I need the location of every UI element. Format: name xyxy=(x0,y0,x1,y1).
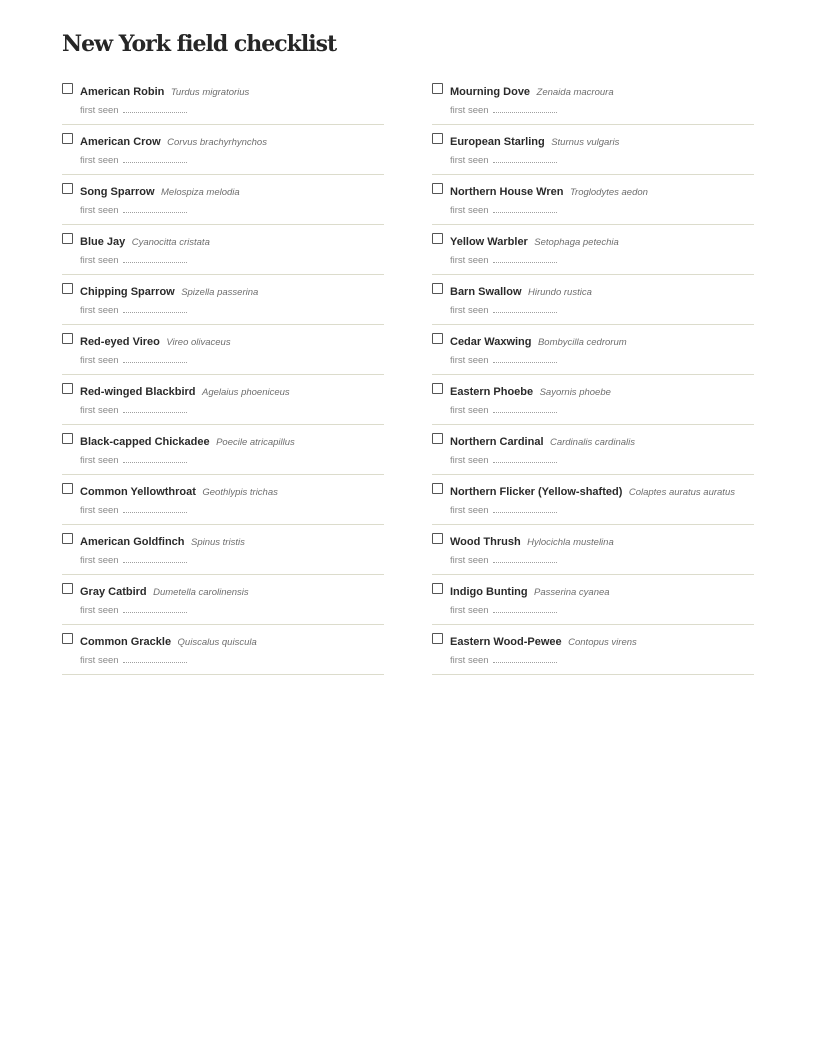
scientific-name: Geothlypis trichas xyxy=(202,487,278,498)
first-seen-blank[interactable] xyxy=(123,454,187,463)
scientific-name: Quiscalus quiscula xyxy=(177,637,257,648)
species-names xyxy=(80,232,210,250)
common-name: Red-winged Blackbird xyxy=(80,386,196,398)
common-name: Northern House Wren xyxy=(450,186,564,198)
first-seen-row xyxy=(80,554,187,566)
species-names xyxy=(450,182,648,200)
first-seen-label: first seen xyxy=(80,455,119,466)
common-name: Indigo Bunting xyxy=(450,586,528,598)
common-name: Cedar Waxwing xyxy=(450,336,532,348)
common-name: Yellow Warbler xyxy=(450,236,528,248)
species-names xyxy=(450,582,610,600)
species-checkbox[interactable] xyxy=(62,633,73,644)
checklist-item xyxy=(432,575,754,625)
scientific-name: Setophaga petechia xyxy=(534,237,619,248)
species-checkbox[interactable] xyxy=(62,483,73,494)
checklist-item xyxy=(62,225,384,275)
scientific-name: Bombycilla cedrorum xyxy=(537,337,627,348)
first-seen-row xyxy=(80,304,187,316)
checklist-item xyxy=(62,425,384,475)
species-names xyxy=(450,432,635,450)
first-seen-row xyxy=(80,254,187,266)
first-seen-row xyxy=(80,504,187,516)
first-seen-blank[interactable] xyxy=(123,204,187,213)
species-checkbox[interactable] xyxy=(432,233,443,244)
scientific-name: Spinus tristis xyxy=(190,537,245,548)
checklist-item xyxy=(62,375,384,425)
first-seen-blank[interactable] xyxy=(493,204,557,213)
common-name: American Robin xyxy=(80,86,165,98)
first-seen-label: first seen xyxy=(450,455,489,466)
checklist-item xyxy=(432,125,754,175)
species-names xyxy=(80,332,231,350)
checklist-item xyxy=(432,475,754,525)
species-checkbox[interactable] xyxy=(62,533,73,544)
first-seen-label: first seen xyxy=(80,205,119,216)
first-seen-label: first seen xyxy=(450,255,489,266)
species-names xyxy=(80,132,267,150)
species-names xyxy=(450,632,637,650)
first-seen-row xyxy=(450,504,557,516)
species-names xyxy=(450,382,611,400)
first-seen-label: first seen xyxy=(80,655,119,666)
first-seen-label: first seen xyxy=(80,305,119,316)
first-seen-row xyxy=(80,454,187,466)
first-seen-blank[interactable] xyxy=(123,254,187,263)
species-names xyxy=(80,182,240,200)
first-seen-blank[interactable] xyxy=(493,104,557,113)
checklist-item xyxy=(62,75,384,125)
first-seen-label: first seen xyxy=(80,505,119,516)
scientific-name: Colaptes auratus auratus xyxy=(628,487,735,498)
first-seen-label: first seen xyxy=(450,655,489,666)
checklist-item xyxy=(62,275,384,325)
species-names xyxy=(80,632,257,650)
species-names xyxy=(80,582,249,600)
first-seen-blank[interactable] xyxy=(493,154,557,163)
species-names xyxy=(80,432,295,450)
first-seen-row xyxy=(450,604,557,616)
checklist-item xyxy=(62,625,384,675)
first-seen-blank[interactable] xyxy=(493,304,557,313)
first-seen-label: first seen xyxy=(80,355,119,366)
species-checkbox[interactable] xyxy=(62,283,73,294)
checklist-column-left xyxy=(62,75,384,675)
common-name: Chipping Sparrow xyxy=(80,286,175,298)
species-names xyxy=(80,532,245,550)
species-checkbox[interactable] xyxy=(62,383,73,394)
checklist-item xyxy=(62,575,384,625)
scientific-name: Hylocichla mustelina xyxy=(527,537,614,548)
checklist-item xyxy=(432,325,754,375)
first-seen-row xyxy=(80,604,187,616)
species-checkbox[interactable] xyxy=(432,433,443,444)
species-checkbox[interactable] xyxy=(432,133,443,144)
species-names xyxy=(80,382,290,400)
species-names xyxy=(450,532,614,550)
first-seen-label: first seen xyxy=(450,605,489,616)
scientific-name: Hirundo rustica xyxy=(527,287,592,298)
scientific-name: Agelaius phoeniceus xyxy=(201,387,290,398)
first-seen-blank[interactable] xyxy=(123,654,187,663)
species-checkbox[interactable] xyxy=(432,283,443,294)
checklist-item xyxy=(432,375,754,425)
first-seen-blank[interactable] xyxy=(493,454,557,463)
first-seen-label: first seen xyxy=(80,105,119,116)
species-names xyxy=(80,282,258,300)
common-name: Black-capped Chickadee xyxy=(80,436,210,448)
first-seen-blank[interactable] xyxy=(493,354,557,363)
species-checkbox[interactable] xyxy=(432,183,443,194)
first-seen-row xyxy=(80,154,187,166)
first-seen-blank[interactable] xyxy=(493,404,557,413)
checklist-item xyxy=(432,275,754,325)
first-seen-row xyxy=(80,654,187,666)
first-seen-row xyxy=(450,354,557,366)
species-names xyxy=(450,282,592,300)
first-seen-row xyxy=(450,454,557,466)
checklist-item xyxy=(62,175,384,225)
scientific-name: Melospiza melodia xyxy=(161,187,240,198)
first-seen-blank[interactable] xyxy=(493,604,557,613)
scientific-name: Spizella passerina xyxy=(181,287,259,298)
first-seen-row xyxy=(450,154,557,166)
species-checkbox[interactable] xyxy=(62,133,73,144)
first-seen-label: first seen xyxy=(450,155,489,166)
first-seen-blank[interactable] xyxy=(123,154,187,163)
first-seen-blank[interactable] xyxy=(493,554,557,563)
species-checkbox[interactable] xyxy=(62,583,73,594)
checklist-item xyxy=(432,225,754,275)
first-seen-blank[interactable] xyxy=(123,504,187,513)
page-title: New York field checklist xyxy=(62,31,337,57)
first-seen-label: first seen xyxy=(450,105,489,116)
common-name: American Goldfinch xyxy=(80,536,185,548)
first-seen-label: first seen xyxy=(450,355,489,366)
common-name: Barn Swallow xyxy=(450,286,522,298)
scientific-name: Cardinalis cardinalis xyxy=(549,437,635,448)
species-names xyxy=(450,132,619,150)
species-checkbox[interactable] xyxy=(62,233,73,244)
common-name: European Starling xyxy=(450,136,545,148)
first-seen-row xyxy=(80,404,187,416)
first-seen-row xyxy=(450,404,557,416)
checklist-column-right xyxy=(432,75,754,675)
scientific-name: Turdus migratorius xyxy=(170,87,250,98)
species-names xyxy=(450,82,614,100)
common-name: Song Sparrow xyxy=(80,186,155,198)
common-name: Blue Jay xyxy=(80,236,126,248)
species-checkbox[interactable] xyxy=(432,483,443,494)
common-name: Gray Catbird xyxy=(80,586,147,598)
first-seen-row xyxy=(80,354,187,366)
checklist-item xyxy=(432,75,754,125)
first-seen-row xyxy=(450,104,557,116)
first-seen-label: first seen xyxy=(450,555,489,566)
checklist-item xyxy=(432,625,754,675)
common-name: Mourning Dove xyxy=(450,86,531,98)
first-seen-row xyxy=(450,654,557,666)
species-checkbox[interactable] xyxy=(432,383,443,394)
first-seen-label: first seen xyxy=(80,555,119,566)
scientific-name: Troglodytes aedon xyxy=(569,187,648,198)
first-seen-blank[interactable] xyxy=(123,554,187,563)
species-names xyxy=(450,332,627,350)
checklist-item xyxy=(62,125,384,175)
species-checkbox[interactable] xyxy=(432,633,443,644)
species-names xyxy=(80,482,278,500)
first-seen-label: first seen xyxy=(80,155,119,166)
checklist-item xyxy=(432,175,754,225)
first-seen-blank[interactable] xyxy=(493,504,557,513)
first-seen-label: first seen xyxy=(80,605,119,616)
first-seen-blank[interactable] xyxy=(123,604,187,613)
scientific-name: Corvus brachyrhynchos xyxy=(167,137,267,148)
checklist-item xyxy=(432,425,754,475)
common-name: Northern Flicker (Yellow-shafted) xyxy=(450,486,623,498)
checklist-item xyxy=(62,325,384,375)
first-seen-label: first seen xyxy=(450,505,489,516)
species-checkbox[interactable] xyxy=(62,433,73,444)
first-seen-label: first seen xyxy=(80,405,119,416)
first-seen-row xyxy=(450,554,557,566)
checklist-item xyxy=(432,525,754,575)
species-names xyxy=(450,482,735,500)
first-seen-row xyxy=(80,204,187,216)
first-seen-blank[interactable] xyxy=(123,354,187,363)
first-seen-label: first seen xyxy=(450,205,489,216)
scientific-name: Sturnus vulgaris xyxy=(551,137,620,148)
first-seen-blank[interactable] xyxy=(123,404,187,413)
species-checkbox[interactable] xyxy=(432,333,443,344)
first-seen-blank[interactable] xyxy=(493,254,557,263)
species-names xyxy=(80,82,249,100)
first-seen-label: first seen xyxy=(450,305,489,316)
scientific-name: Contopus virens xyxy=(568,637,637,648)
first-seen-label: first seen xyxy=(450,405,489,416)
scientific-name: Sayornis phoebe xyxy=(539,387,611,398)
scientific-name: Poecile atricapillus xyxy=(216,437,295,448)
species-checkbox[interactable] xyxy=(62,333,73,344)
scientific-name: Passerina cyanea xyxy=(534,587,610,598)
scientific-name: Dumetella carolinensis xyxy=(153,587,249,598)
species-checkbox[interactable] xyxy=(432,83,443,94)
common-name: Eastern Phoebe xyxy=(450,386,534,398)
common-name: Red-eyed Vireo xyxy=(80,336,160,348)
common-name: Common Yellowthroat xyxy=(80,486,196,498)
common-name: Wood Thrush xyxy=(450,536,521,548)
species-checkbox[interactable] xyxy=(432,533,443,544)
scientific-name: Zenaida macroura xyxy=(536,87,614,98)
checklist-item xyxy=(62,475,384,525)
species-names xyxy=(450,232,619,250)
scientific-name: Vireo olivaceus xyxy=(166,337,231,348)
first-seen-label: first seen xyxy=(80,255,119,266)
first-seen-blank[interactable] xyxy=(493,654,557,663)
first-seen-row xyxy=(450,254,557,266)
first-seen-row xyxy=(450,304,557,316)
common-name: Eastern Wood-Pewee xyxy=(450,636,562,648)
scientific-name: Cyanocitta cristata xyxy=(131,237,210,248)
species-checkbox[interactable] xyxy=(432,583,443,594)
checklist-item xyxy=(62,525,384,575)
common-name: American Crow xyxy=(80,136,161,148)
common-name: Common Grackle xyxy=(80,636,172,648)
first-seen-blank[interactable] xyxy=(123,304,187,313)
species-checkbox[interactable] xyxy=(62,183,73,194)
first-seen-row xyxy=(450,204,557,216)
first-seen-row xyxy=(80,104,187,116)
species-checkbox[interactable] xyxy=(62,83,73,94)
common-name: Northern Cardinal xyxy=(450,436,544,448)
first-seen-blank[interactable] xyxy=(123,104,187,113)
